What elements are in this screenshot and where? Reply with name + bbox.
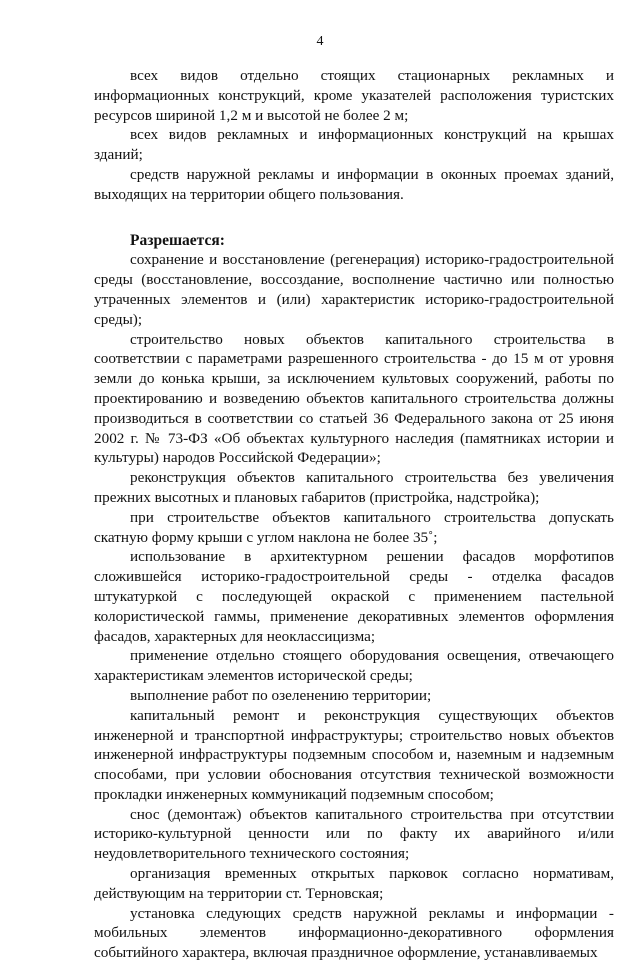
paragraph-new-construction: строительство новых объектов капитального строительства в соответствии с параметрами разрешенного строительства - до 15 м от уровня земли до конька крыши, за исключением культовых сооружений, работы по проектированию и возведению объектов капитального строительства должны производиться в соответствии со статьей 36 Федерального закона от 25 июня 2002 г. № 73-ФЗ «Об объектах культурного наследия (памятниках истории и культуры) народов Российской Федерации»; (94, 330, 614, 467)
paragraph-parking: организация временных открытых парковок согласно нормативам, действующим на территории ст. Терновская; (94, 865, 614, 902)
paragraph-reconstruction: реконструкция объектов капитального строительства без увеличения прежних высотных и плановых габаритов (пристройка, надстройка); (94, 469, 614, 506)
paragraph-infrastructure: капитальный ремонт и реконструкция существующих объектов инженерной и транспортной инфраструктуры; строительство новых объектов инженерной инфраструктуры подземным способом и, наземным и надземным способами, при условии обоснования отсутствия технической возможности прокладки инженерных коммуникаций подземным способом; (94, 706, 614, 803)
paragraph-facades: использование в архитектурном решении фасадов морфотипов сложившейся историко-градостроительной среды - отделка фасадов штукатуркой с последующей окраской с применением пастельной колористической гаммы, применение декоративных элементов оформления фасадов, характерных для неоклассицизма; (94, 548, 614, 645)
paragraph-prohibition-stands: всех видов отдельно стоящих стационарных рекламных и информационных конструкций, кроме указателей расположения туристских ресурсов шириной 1,2 м и высотой не более 2 м; (94, 67, 614, 124)
paragraph-restoration: сохранение и восстановление (регенерация) историко-градостроительной среды (восстановление, воссоздание, восполнение частично или полностью утраченных элементов и (или) характеристик историко-градостроительной среды); (94, 251, 614, 328)
page-number: 4 (316, 34, 324, 49)
paragraph-roof-slope: при строительстве объектов капитального строительства допускать скатную форму крыши с углом наклона не более 35˚; (94, 508, 614, 546)
paragraph-prohibition-windows: средств наружной рекламы и информации в оконных проемах зданий, выходящих на территории общего пользования. (94, 165, 614, 203)
paragraph-prohibition-roofs: всех видов рекламных и информационных конструкций на крышах зданий; (94, 126, 614, 164)
paragraph-landscaping: выполнение работ по озеленению территории; (130, 686, 432, 704)
paragraph-lighting: применение отдельно стоящего оборудования освещения, отвечающего характеристикам элементов исторической среды; (94, 647, 614, 685)
section-heading-allowed: Разрешается: (130, 231, 225, 249)
document-body (94, 66, 614, 963)
paragraph-demolition: снос (демонтаж) объектов капитального строительства при отсутствии историко-культурной ценности или по факту их аварийного и/или неудовлетворительного технического состояния; (94, 805, 614, 863)
paragraph-advertising: установка следующих средств наружной рекламы и информации - мобильных элементов информационно-декоративного оформления событийного характера, включая праздничное оформление, устанавливаемых (94, 904, 614, 962)
